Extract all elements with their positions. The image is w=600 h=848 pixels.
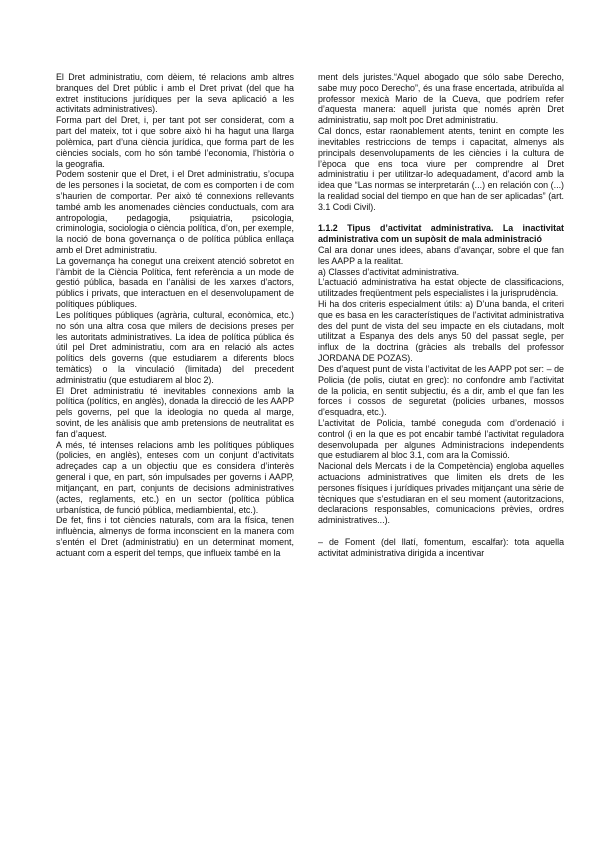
paragraph-public-policies: Les polítiques públiques (agrària, cultural, econòmica, etc.) no són una altra cosa que milers de decisions preses per les autoritats administratives. La idea de política pública és útil pel Dret administratiu, com ara en relació als actes polítics dels governs (que estudiarem a diferents blocs temàtics) o la vinculació (limitada) del precedent administratiu (que estudiarem al bloc 2).	[56, 309, 294, 385]
left-column	[56, 72, 294, 559]
paragraph-relations: El Dret administratiu, com dèiem, té relacions amb altres branques del Dret públic i amb el Dret privat (del que ha extret institucions jurídiques per la seva aplicació a les activitats administratives).	[56, 72, 294, 115]
paragraph-attention: Cal doncs, estar raonablement atents, tenint en compte les inevitables restriccions de temps i capacitat, almenys als principals desenvolupaments de les ciències i la cultura de l’època que ens toca viure per comprendre al Dret administratiu i per utilitzar-lo adequadament, d’acord amb la idea que “Las normas se interpretarán (...) en relación con (...) la realidad social del tiempo en que han de ser aplicadas” (art. 3.1 Codi Civil).	[318, 126, 564, 212]
paragraph-criteria: Hi ha dos criteris especialment útils: a) D’una banda, el criteri que es basa en les característiques de l’activitat administrativa des del punt de vista del seu impacte en els ciutadans, molt utilitzat a Espanya des dels anys 50 del passat segle, per influx de la doctrina (gràcies als treballs del professor JORDANA DE POZAS).	[318, 299, 564, 364]
paragraph-classifications: L’actuació administrativa ha estat objecte de classificacions, utilitzades freqüentment pels especialistes i la jurisprudència.	[318, 277, 564, 299]
paragraph-police: Des d’aquest punt de vista l’activitat de les AAPP pot ser: – de Policia (de polis, ciutat en grec): no confondre amb l’activitat de la policia, en sentit subjectiu, és a dir, amb el que fan les forces i cossos de seguretat (policies urbanes, mossos d’esquadra, etc.).	[318, 363, 564, 418]
section-heading: 1.1.2 Tipus d’activitat administrativa. La inactivitat administrativa com un supòsit de mala administració	[318, 223, 564, 245]
paragraph-foment: – de Foment (del llatí, fomentum, escalfar): tota aquella activitat administrativa dirigida a incentivar	[318, 536, 564, 558]
paragraph-governance: La governança ha conegut una creixent atenció sobretot en l’àmbit de la Ciència Política, fent referència a un mode de gestió pública, basada en l’anàlisi de les xarxes d’actors, públics i privats, que interactuen en el desenvolupament de polítiques públiques.	[56, 255, 294, 310]
paragraph-behavioral-sciences: Podem sostenir que el Dret, i el Dret administratiu, s’ocupa de les persones i la societat, de com es comporten i de com s’haurien de comportar. Per això té connexions rellevants també amb les anomenades ciències conductuals, com ara antropologia, pedagogia, psiquiatria, psicologia, criminologia, sociologia o ciència política, d’on, per exemple, la noció de bona governança o de política pública enllaça amb el Dret administratiu.	[56, 169, 294, 255]
paragraph-policies: A més, té intenses relacions amb les polítiques públiques (policies, en anglès), enteses com un conjunt d’activitats adreçades cap a un objectiu que es considera d’interès general i que, en part, són impulsades per governs i AAPP, mitjançant, en part, conjunts de decisions administratives (actes, reglaments, etc.) en un sector (política pública urbanística, de funció pública, mediambiental, etc.).	[56, 439, 294, 515]
paragraph-ideas: Cal ara donar unes idees, abans d’avançar, sobre el que fan les AAPP a la realitat.	[318, 244, 564, 266]
paragraph-police-activity: L’activitat de Policia, també coneguda com d’ordenació i control (i en la que es pot encabir també l’activitat reguladora desenvolupada per algunes Administracions independents que estudiarem al bloc 3.1, com ara la Comissió.	[318, 417, 564, 461]
paragraph-natural-sciences: De fet, fins i tot ciències naturals, com ara la física, tenen influència, almenys de forma inconscient en la manera com s’entén el Dret (administratiu) en un determinat moment, actuant com a esperit del temps, que influeix també en la	[56, 515, 294, 558]
paragraph-jurists: ment dels juristes.“Aquel abogado que sólo sabe Derecho, sabe muy poco Derecho”, és una frase encertada, atribuïda al professor mexicà Mario de la Cueva, que podríem refer d’aquesta manera: aquell jurista que només aprèn Dret administratiu, sap molt poc Dret administratiu.	[318, 72, 564, 126]
paragraph-politics: El Dret administratiu té inevitables connexions amb la política (polítics, en anglès), donada la direcció de les AAPP pels governs, pel que la ideologia no queda al marge, sovint, de les anàlisis que amb pretensions de neutralitat es fan d’aquest.	[56, 385, 294, 439]
paragraph-classes: a) Classes d’activitat administrativa.	[318, 266, 460, 277]
paragraph-part-of-law: Forma part del Dret, i, per tant pot ser considerat, com a part del mateix, tot i que sobre això hi ha hagut una llarga polèmica, part d’una ciència jurídica, que forma part de les ciències socials, com ho són també l’economia, l’història o la geografia.	[56, 115, 294, 169]
paragraph-national-markets: Nacional dels Mercats i de la Competència) engloba aquelles actuacions administratives que limiten els drets de les persones físiques i jurídiques privades mitjançant una sèrie de tècniques que s’estudiaran en el seu moment (autoritzacions, declaracions responsables, comunicacions prèvies, ordres administratives...).	[318, 461, 564, 526]
right-column	[318, 72, 564, 559]
